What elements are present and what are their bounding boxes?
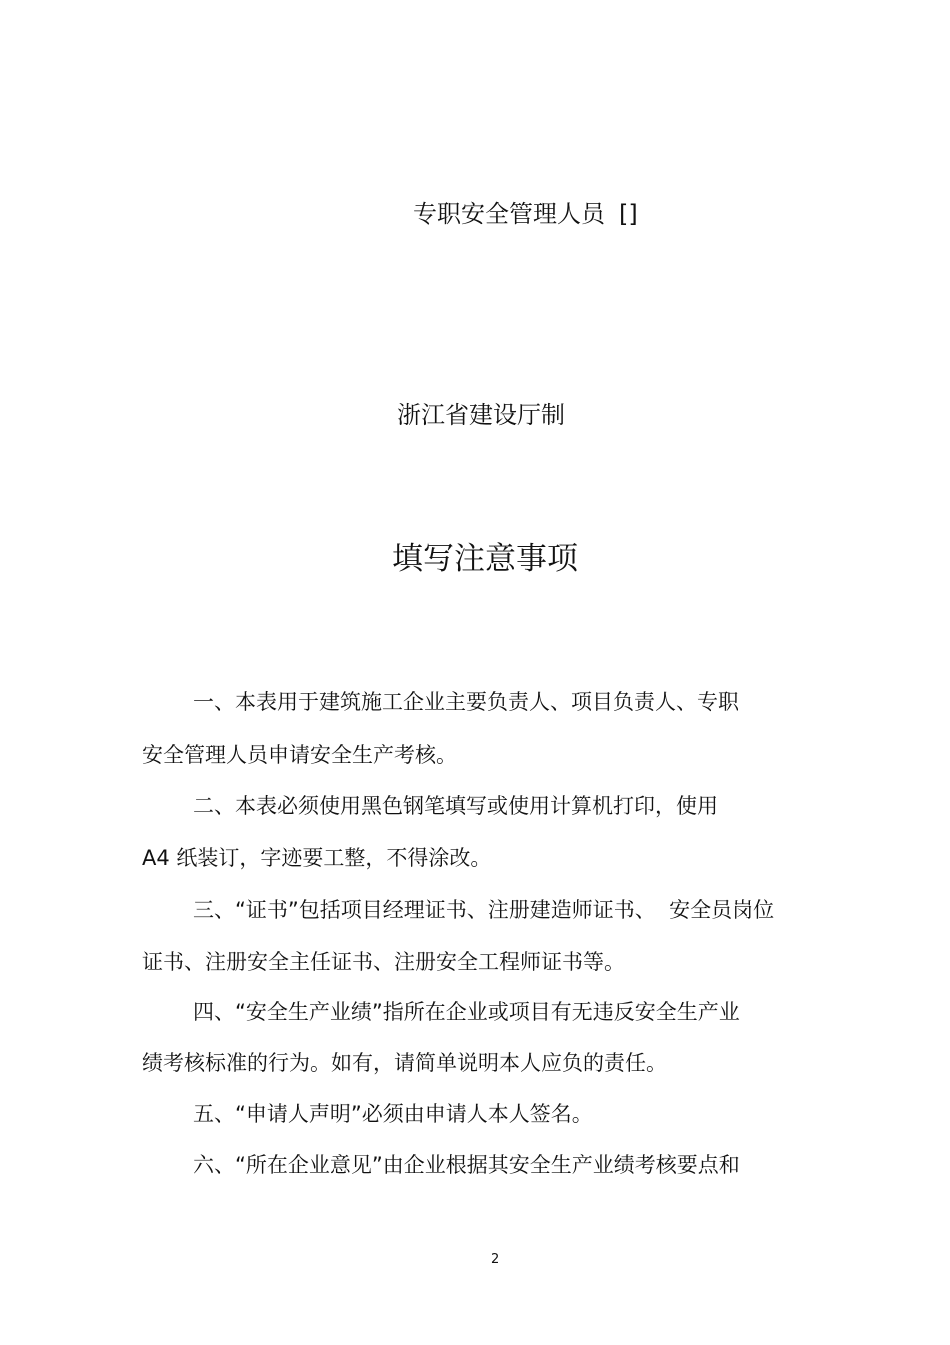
role-label: 专职安全管理人员 [413,200,605,228]
notice-line-2: 安全管理人员申请安全生产考核。 [142,743,457,767]
notice-line-6: 证书、注册安全主任证书、注册安全工程师证书等。 [142,950,625,974]
notice-title: 填写注意事项 [392,541,578,577]
notice-line-1: 一、本表用于建筑施工企业主要负责人、项目负责人、专职 [193,690,739,714]
issuer-line: 浙江省建设厅制 [397,401,565,429]
notice-line-9: 五、“申请人声明”必须由申请人本人签名。 [193,1102,593,1126]
role-checkbox[interactable]: [] [619,200,638,228]
notice-line-3: 二、本表必须使用黑色钢笔填写或使用计算机打印，使用 [193,794,718,818]
notice-line-5: 三、“证书”包括项目经理证书、注册建造师证书、 安全员岗位 [193,898,775,922]
notice-line-7: 四、“安全生产业绩”指所在企业或项目有无违反安全生产业 [193,1000,740,1024]
notice-line-8: 绩考核标准的行为。如有，请简单说明本人应负的责任。 [142,1051,667,1075]
notice-line-4: A4 纸装订，字迹要工整，不得涂改。 [142,846,492,870]
role-line [413,194,638,229]
page-number: 2 [491,1252,500,1267]
notice-line-10: 六、“所在企业意见”由企业根据其安全生产业绩考核要点和 [193,1153,740,1177]
